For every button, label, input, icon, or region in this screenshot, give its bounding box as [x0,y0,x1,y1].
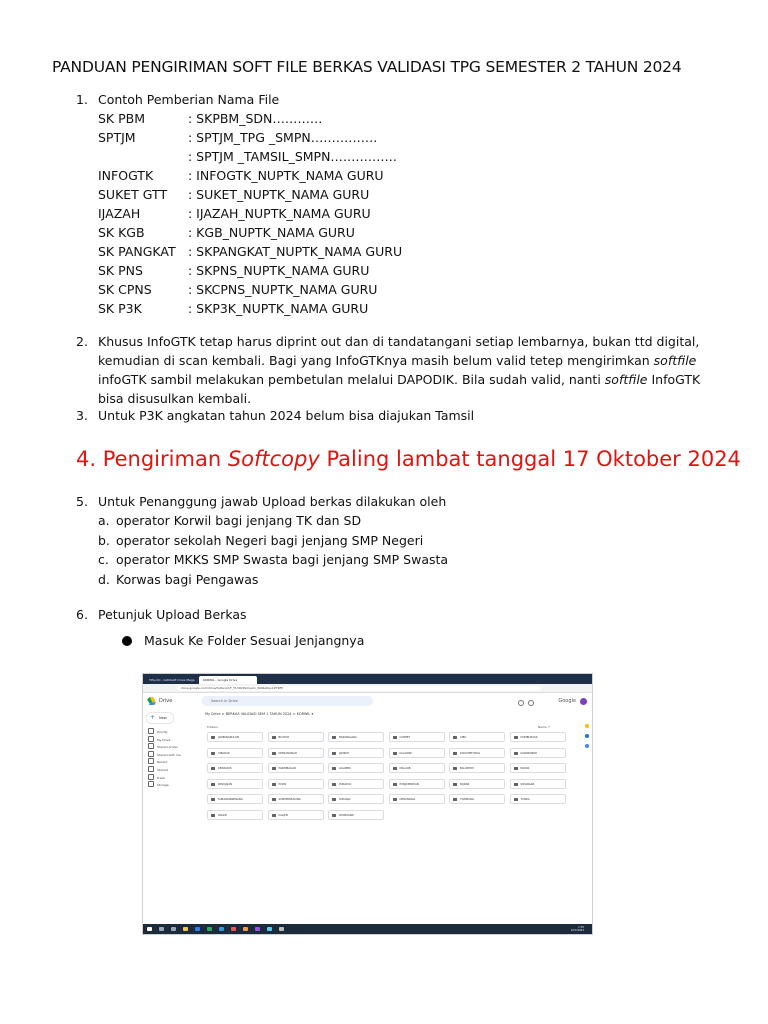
section-heading: Untuk Penanggung jawab Upload berkas dilakukan oleh [98,494,447,509]
folder-icon [272,798,276,801]
naming-row [98,280,378,299]
sidebar-item[interactable]: Storage [148,781,169,787]
drive-search-input[interactable]: Search in Drive [201,696,373,706]
sidebar-item-icon [148,743,154,749]
naming-row [98,204,371,223]
help-icon[interactable] [518,700,524,706]
folder-icon [211,767,215,770]
sidebar-item[interactable]: Starred [148,766,168,772]
right-side-panel [582,710,592,922]
list-item [98,550,449,570]
folder-icon [514,798,518,801]
folder-item[interactable]: SIDANGAN [510,779,566,789]
folder-icon [393,798,397,801]
list-item [98,570,446,590]
windows-taskbar [143,924,592,934]
section-heading: Contoh Pemberian Nama File [98,92,280,107]
folder-icon [453,798,457,801]
folder-icon [393,767,397,770]
browser-tab-active[interactable]: KORWIL - Google Drive [199,676,257,684]
pdf-icon[interactable] [231,927,236,931]
folder-item[interactable]: CIBADAK [207,748,263,758]
folder-item[interactable]: KALJEN [268,810,324,820]
folder-icon [211,736,215,739]
folder-icon [514,752,518,755]
naming-row [98,261,370,280]
file-name-pattern: : SPTJM_TPG _SMPN……………. [188,130,378,145]
doc-type-label: SPTJM [98,130,136,145]
folder-item[interactable]: PUNJOMPAHAN [389,779,445,789]
naming-row [98,223,355,242]
folder-item[interactable]: KARANGBOR [510,748,566,758]
naming-row [98,185,370,204]
folder-icon [272,814,276,817]
folder-icon [332,736,336,739]
folder-item[interactable]: PANUJAJAN [207,779,263,789]
address-bar [143,684,592,693]
folder-item[interactable]: KERSAMANAH [268,748,324,758]
explorer-icon[interactable] [183,927,188,931]
settings-icon[interactable] [528,700,534,706]
folder-item[interactable]: PAJRAN [449,779,505,789]
section-number: 5. [76,494,88,509]
folder-icon [514,767,518,770]
folder-item[interactable]: DERATANGA [389,794,445,804]
list-text: operator Korwil bagi jenjang TK dan SD [116,513,362,528]
sidebar-item-icon [148,766,154,772]
folder-item[interactable]: TUNDA [510,794,566,804]
chrome-icon[interactable] [243,927,248,931]
section-upload-guide [76,605,247,624]
folder-item[interactable]: PURIS [268,779,324,789]
doc-type-label: SK KGB [98,225,145,240]
folder-item[interactable]: KALAPARI [389,748,445,758]
folder-item[interactable]: LIGAMBU [328,763,384,773]
folder-item[interactable]: BOJONGGARA [328,732,384,742]
list-marker: c. [98,552,109,567]
folders-heading: Folders [207,725,218,729]
taskbar-clock: 1:55 10/7/2024 [570,926,584,932]
folder-item[interactable]: KEMAURIS [207,763,263,773]
new-button[interactable]: + New [147,713,173,723]
folder-icon [453,736,457,739]
folder-icon [514,736,518,739]
folder-icon [211,783,215,786]
file-name-pattern: : SKPBM_SDN………… [188,111,323,126]
word-icon[interactable] [219,927,224,931]
section-number: 1. [76,92,88,107]
sidebar-item-icon [148,736,154,742]
folder-icon [272,752,276,755]
doc-type-label: SK PNS [98,263,143,278]
folder-item[interactable]: KADUMPTUKUG [449,748,505,758]
doc-type-label: SK PBM [98,111,146,126]
sidebar-item[interactable]: Shared with me [148,751,181,757]
folder-item[interactable]: JAMPANGKULON [207,732,263,742]
folder-item[interactable]: WAGIR [207,810,263,820]
sidebar-item[interactable]: Recent [148,758,167,764]
naming-list [98,109,403,318]
section-number: 3. [76,408,88,423]
file-name-pattern: : SKPNS_NUPTK_NAMA GURU [188,263,370,278]
naming-row [98,109,323,128]
folder-icon [332,814,336,817]
app-icon[interactable] [255,927,260,931]
section-number: 6. [76,607,88,622]
file-name-pattern: : INFOGTK_NUPTK_NAMA GURU [188,168,384,183]
folder-icon [272,736,276,739]
sidebar-item-icon [148,728,154,734]
breadcrumb[interactable]: My Drive > BERKAS VALIDASI SEM 1 TAHUN 2024 > KORWIL ▾ [205,712,314,716]
sidebar-item[interactable]: Priority [148,728,168,734]
drive-label: Drive [159,698,173,704]
sidebar-item[interactable]: My Drive [148,736,170,742]
infogtk-paragraph: Khusus InfoGTK tetap harus diprint out dan di tandatangani setiap lembarnya, bukan ttd digital, kemudian di scan kembali. Bagi yang InfoGTKnya masih belum valid tetep mengirimkan softfile infoGTK sambil melakukan pembetulan melalui DAPODIK. Bila sudah valid, nanti softfile InfoGTK bisa disusulkan kembali. [98,334,701,406]
file-name-pattern: : SUKET_NUPTK_NAMA GURU [188,187,370,202]
sidebar-item-icon [148,758,154,764]
drive-sidebar [143,710,199,922]
list-text: Korwas bagi Pengawas [116,571,259,587]
folder-item[interactable]: WONOGARI [328,810,384,820]
avatar[interactable] [580,698,587,705]
folder-item[interactable]: PURGELO [328,779,384,789]
doc-type-label: SUKET GTT [98,187,168,202]
doc-type-label: SK PANGKAT [98,244,176,259]
folder-icon [211,752,215,755]
folder-item[interactable]: SUKANJA [328,794,384,804]
section-p3k [76,406,474,425]
tasks-icon[interactable] [585,734,589,738]
start-icon[interactable] [147,927,152,931]
naming-row [98,147,397,166]
bullet-dot-icon [122,636,132,646]
list-item [98,511,446,531]
doc-type-label: SK CPNS [98,282,152,297]
responsibility-list [98,511,449,589]
folder-item[interactable]: BUATUR [268,732,324,742]
document-title: PANDUAN PENGIRIMAN SOFT FILE BERKAS VALIDASI TPG SEMESTER 2 TAHUN 2024 [52,58,682,76]
drive-logo-icon [147,697,156,705]
folder-icon [211,798,215,801]
section-file-naming [76,90,403,318]
plus-icon: + [150,714,156,721]
edge-icon[interactable] [195,927,200,931]
app-icon[interactable] [267,927,272,931]
folder-item[interactable]: CAMPET [389,732,445,742]
folder-icon [453,767,457,770]
folder-icon [514,783,518,786]
folder-icon [453,752,457,755]
folder-item[interactable]: SUMMERPUKANG [268,794,324,804]
search-icon[interactable] [159,927,164,931]
file-name-pattern: : SKCPNS_NUPTK_NAMA GURU [188,282,378,297]
list-marker: a. [98,513,110,528]
folder-icon [393,783,397,786]
doc-type-label: INFOGTK [98,168,154,183]
deadline-notice: 4. Pengiriman Softcopy Paling lambat tanggal 17 Oktober 2024 [76,447,741,471]
sort-control[interactable]: Name ↑ [538,725,551,729]
folder-item[interactable]: MALAOB [389,763,445,773]
folder-icon [332,783,336,786]
list-item [98,531,446,551]
google-wordmark: Google [558,698,576,704]
p3k-text: Untuk P3K angkatan tahun 2024 belum bisa diajukan Tamsil [98,408,475,423]
sidebar-item-icon [148,751,154,757]
contacts-icon[interactable] [585,744,589,748]
list-text: operator MKKS SMP Swasta bagi jenjang SMP Swasta [116,552,449,567]
sidebar-item-icon [148,781,154,787]
keep-icon[interactable] [585,724,589,728]
list-marker: b. [98,532,110,548]
section-infogtk [76,332,718,408]
taskview-icon[interactable] [171,927,176,931]
file-name-pattern: : SKP3K_NUPTK_NAMA GURU [188,301,369,316]
browser-tabbar [143,674,592,684]
doc-type-label: IJAZAH [98,206,141,221]
file-name-pattern: : SKPANGKAT_NUPTK_NAMA GURU [188,244,403,259]
folder-item[interactable]: SUBARANGBINANG [207,794,263,804]
folder-item[interactable]: CIBU [449,732,505,742]
section-number: 2. [76,334,88,349]
folder-item[interactable]: JAMPAH [328,748,384,758]
list-text: operator sekolah Negeri bagi jenjang SMP Negeri [116,532,424,548]
folder-item[interactable]: TOMMANG [449,794,505,804]
sidebar-item-icon [148,774,154,780]
folder-icon [393,736,397,739]
folder-icon [272,767,276,770]
bullet-item: Masuk Ke Folder Sesuai Jenjangnya [122,631,364,650]
section-upload-responsibility [76,492,449,589]
drive-header [143,693,592,709]
naming-row [98,166,384,185]
folder-item[interactable]: PARIMBAGAN [268,763,324,773]
file-name-pattern: : SPTJM _TAMSIL_SMPN……………. [188,149,397,164]
drive-screenshot [142,673,593,935]
folder-icon [332,798,336,801]
url-field[interactable]: drive.google.com/drive/folders/1F_T13OkPsmpam_WKReRqo1ZTRFP [177,686,541,691]
folder-icon [393,752,397,755]
folder-icon [332,752,336,755]
naming-row [98,128,378,147]
file-name-pattern: : KGB_NUPTK_NAMA GURU [188,225,355,240]
file-name-pattern: : IJAZAH_NUPTK_NAMA GURU [188,206,371,221]
folder-item[interactable]: PADAN [510,763,566,773]
folder-icon [332,767,336,770]
browser-tab[interactable]: TPG-CO - GOOGLE Drive Mega [149,678,195,682]
list-marker: d. [98,571,110,587]
folder-item[interactable]: DOMBURUSS [510,732,566,742]
app-icon[interactable] [279,927,284,931]
sidebar-item[interactable]: Trash [148,774,165,780]
section-heading: Petunjuk Upload Berkas [98,607,247,622]
folder-icon [211,814,215,817]
sidebar-item[interactable]: Shared drives [148,743,178,749]
folder-icon [453,783,457,786]
naming-row [98,242,403,261]
doc-type-label: SK P3K [98,301,142,316]
folder-icon [272,783,276,786]
naming-row [98,299,369,318]
excel-icon[interactable] [207,927,212,931]
folder-item[interactable]: BALINTOM [449,763,505,773]
